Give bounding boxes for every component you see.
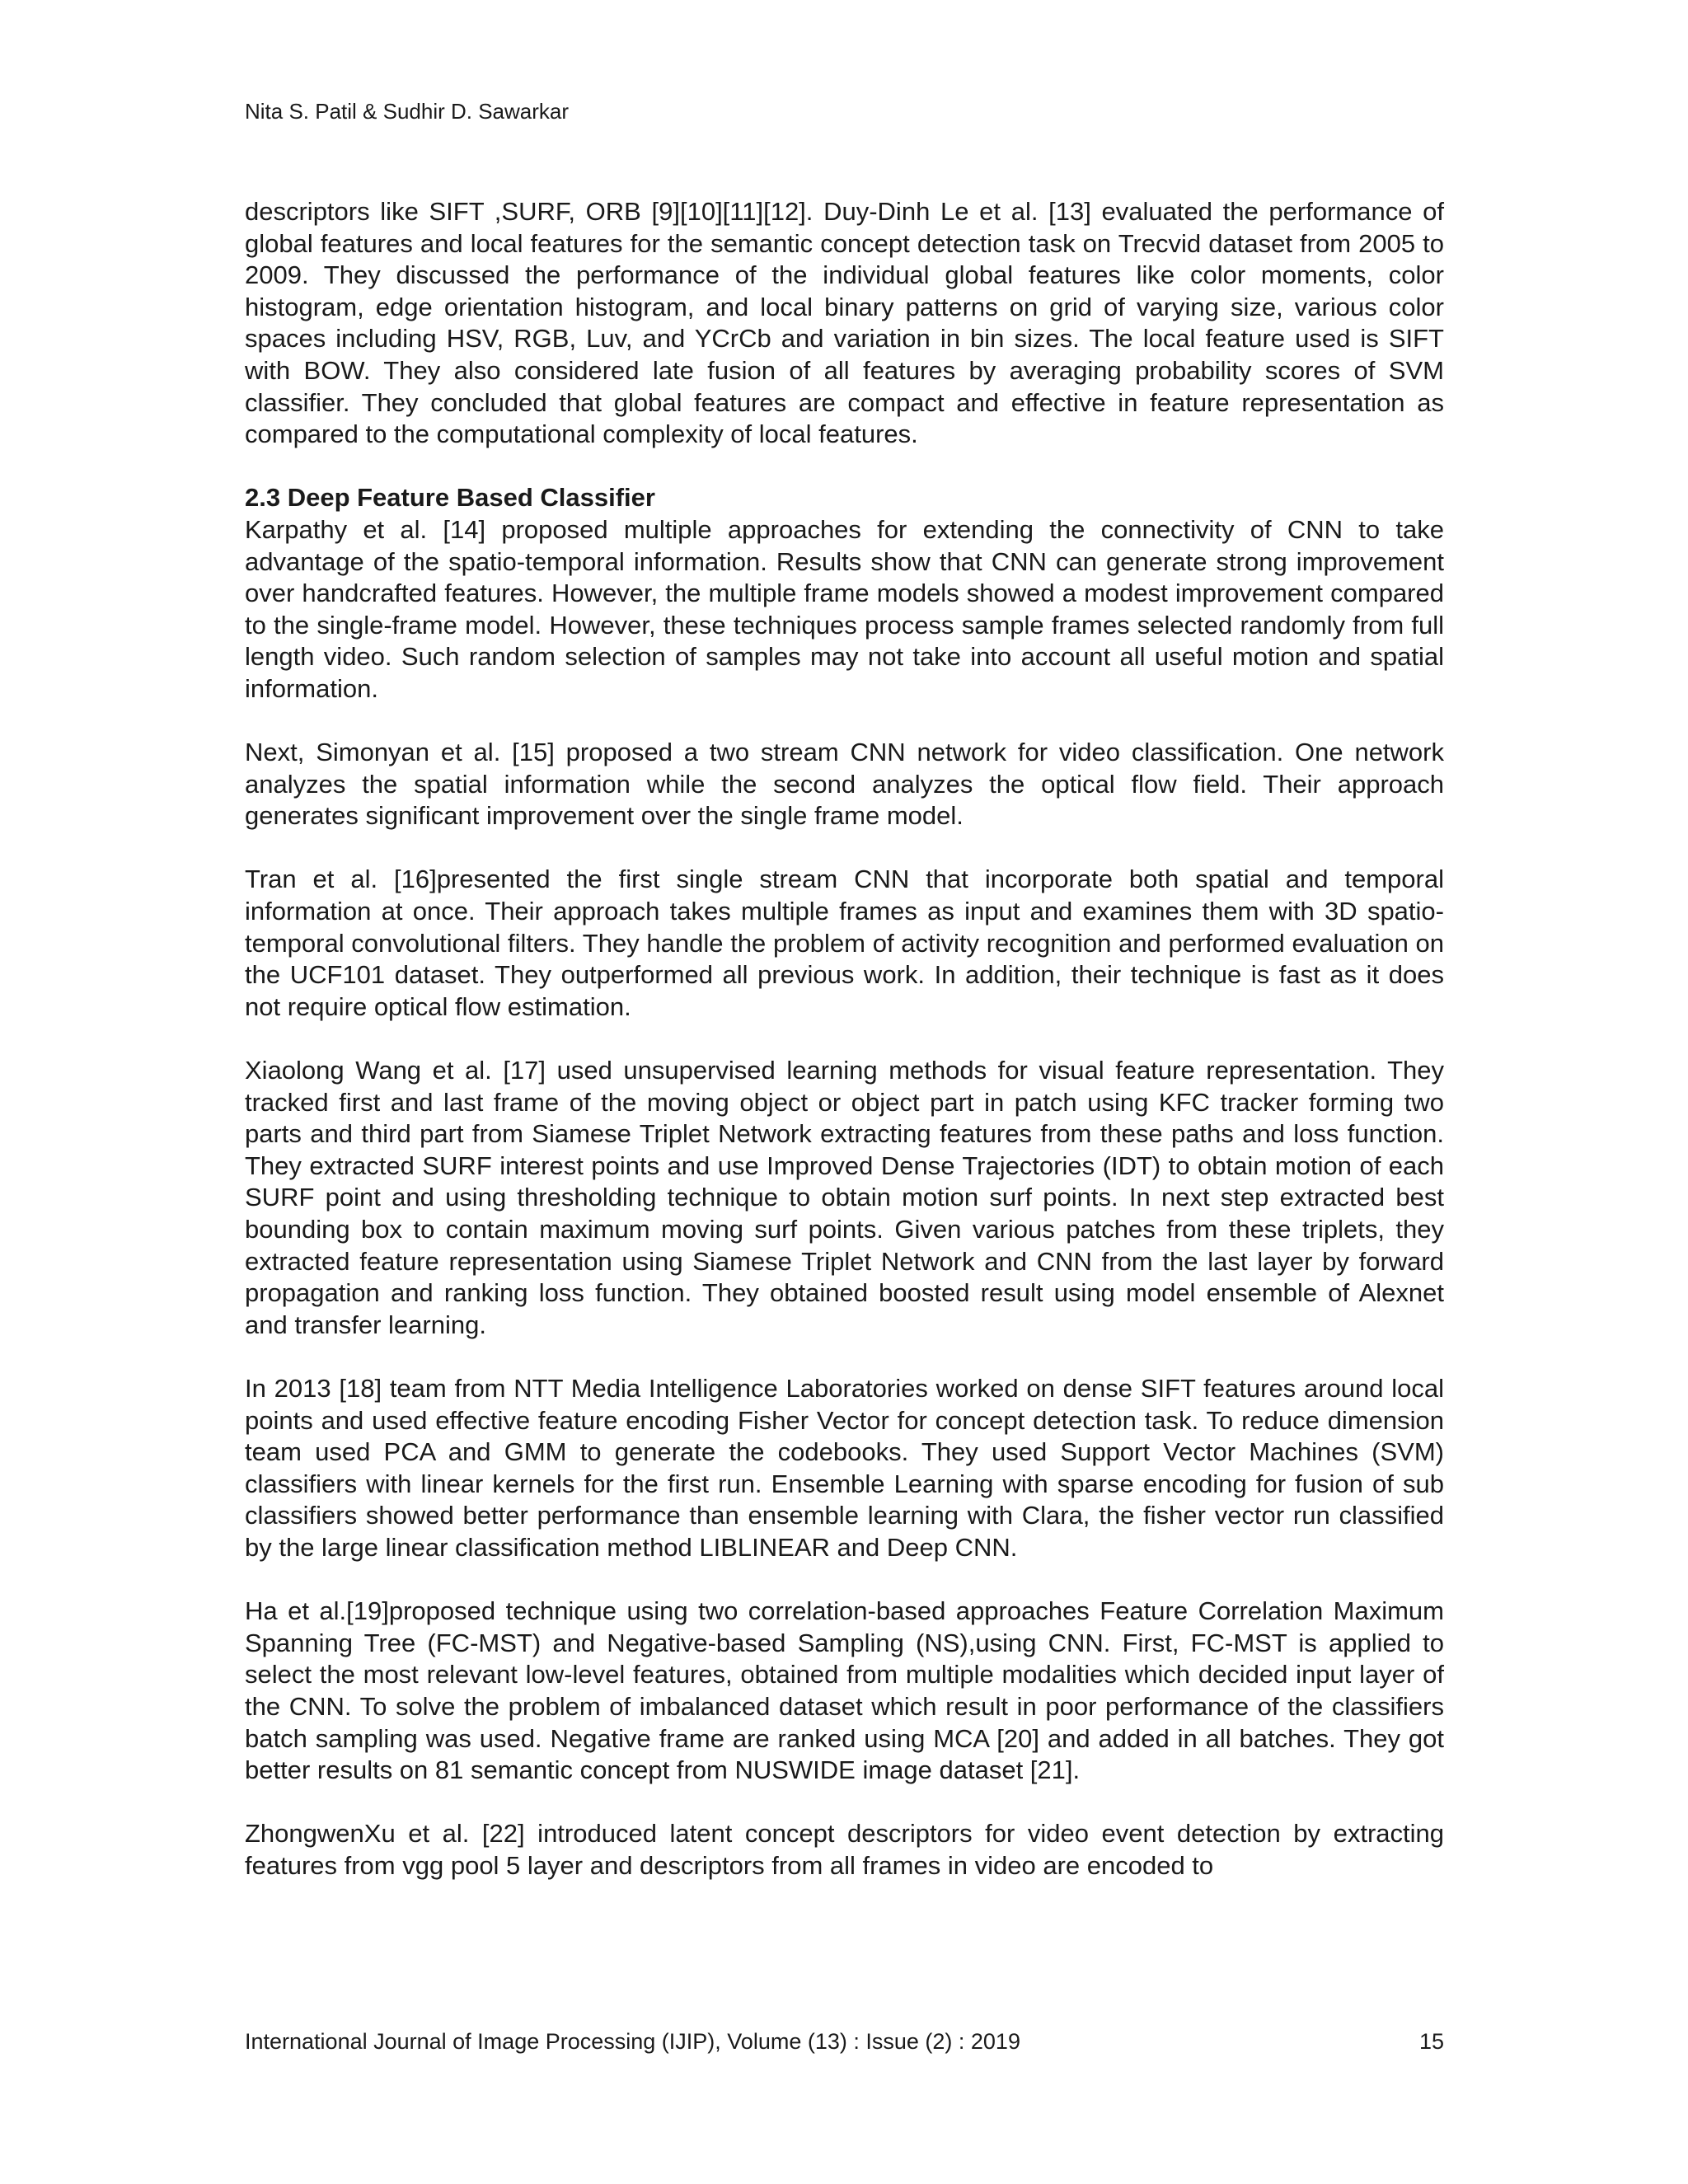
article-body [245,196,1444,1882]
paragraph-xu: ZhongwenXu et al. [22] introduced latent concept descriptors for video event detection by extracting features from vgg pool 5 layer and descriptors from all frames in video are encoded to [245,1819,1444,1880]
paragraph-ha: Ha et al.[19]proposed technique using two correlation-based approaches Feature Correlation Maximum Spanning Tree (FC-MST) and Negative-based Sampling (NS),using CNN. First, FC-MST is applied to select the most relevant low-level features, obtained from multiple modalities which decided input layer of the CNN. To solve the problem of imbalanced dataset which result in poor performance of the classifiers batch sampling was used. Negative frame are ranked using MCA [20] and added in all batches. They got better results on 81 semantic concept from NUSWIDE image dataset [21]. [245,1596,1444,1785]
paragraph-ntt: In 2013 [18] team from NTT Media Intelligence Laboratories worked on dense SIFT features around local points and used effective feature encoding Fisher Vector for concept detection task. To reduce dimension team used PCA and GMM to generate the codebooks. They used Support Vector Machines (SVM) classifiers with linear kernels for the first run. Ensemble Learning with sparse encoding for fusion of sub classifiers showed better performance than ensemble learning with Clara, the fisher vector run classified by the large linear classification method LIBLINEAR and Deep CNN. [245,1373,1444,1562]
running-head-authors: Nita S. Patil & Sudhir D. Sawarkar [245,99,570,124]
paragraph-karpathy: Karpathy et al. [14] proposed multiple approaches for extending the connectivity of CNN to take advantage of the spatio-temporal information. Results show that CNN can generate strong improvement over handcrafted features. However, the multiple frame models showed a modest improvement compared to the single-frame model. However, these techniques process sample frames selected randomly from full length video. Such random selection of samples may not take into account all useful motion and spatial information. [245,514,1444,703]
page-number: 15 [1418,2029,1444,2054]
footer-journal-citation: International Journal of Image Processing (IJIP), Volume (13) : Issue (2) : 2019 [245,2029,1020,2054]
intro-paragraph: descriptors like SIFT ,SURF, ORB [9][10][11][12]. Duy-Dinh Le et al. [13] evaluated the performance of global features and local features for the semantic concept detection task on Trecvid dataset from 2005 to 2009. They discussed the performance of the individual global features like color moments, color histogram, edge orientation histogram, and local binary patterns on grid of varying size, various color spaces including HSV, RGB, Luv, and YCrCb and variation in bin sizes. The local feature used is SIFT with BOW. They also considered late fusion of all features by averaging probability scores of SVM classifier. They concluded that global features are compact and effective in feature representation as compared to the computational complexity of local features. [245,197,1444,449]
paragraph-tran: Tran et al. [16]presented the first single stream CNN that incorporate both spatial and temporal information at once. Their approach takes multiple frames as input and examines them with 3D spatio-temporal convolutional filters. They handle the problem of activity recognition and performed evaluation on the UCF101 dataset. They outperformed all previous work. In addition, their technique is fast as it does not require optical flow estimation. [245,865,1444,1021]
paragraph-simonyan: Next, Simonyan et al. [15] proposed a two stream CNN network for video classification. One network analyzes the spatial information while the second analyzes the optical flow field. Their approach generates significant improvement over the single frame model. [245,738,1444,831]
paragraph-wang: Xiaolong Wang et al. [17] used unsupervised learning methods for visual feature representation. They tracked first and last frame of the moving object or object part in patch using KFC tracker forming two parts and third part from Siamese Triplet Network extracting features from these paths and loss function. They extracted SURF interest points and use Improved Dense Trajectories (IDT) to obtain motion of each SURF point and using thresholding technique to obtain motion surf points. In next step extracted best bounding box to contain maximum moving surf points. Given various patches from these triplets, they extracted feature representation using Siamese Triplet Network and CNN from the last layer by forward propagation and ranking loss function. They obtained boosted result using model ensemble of Alexnet and transfer learning. [245,1056,1444,1339]
section-heading: 2.3 Deep Feature Based Classifier [245,483,655,513]
